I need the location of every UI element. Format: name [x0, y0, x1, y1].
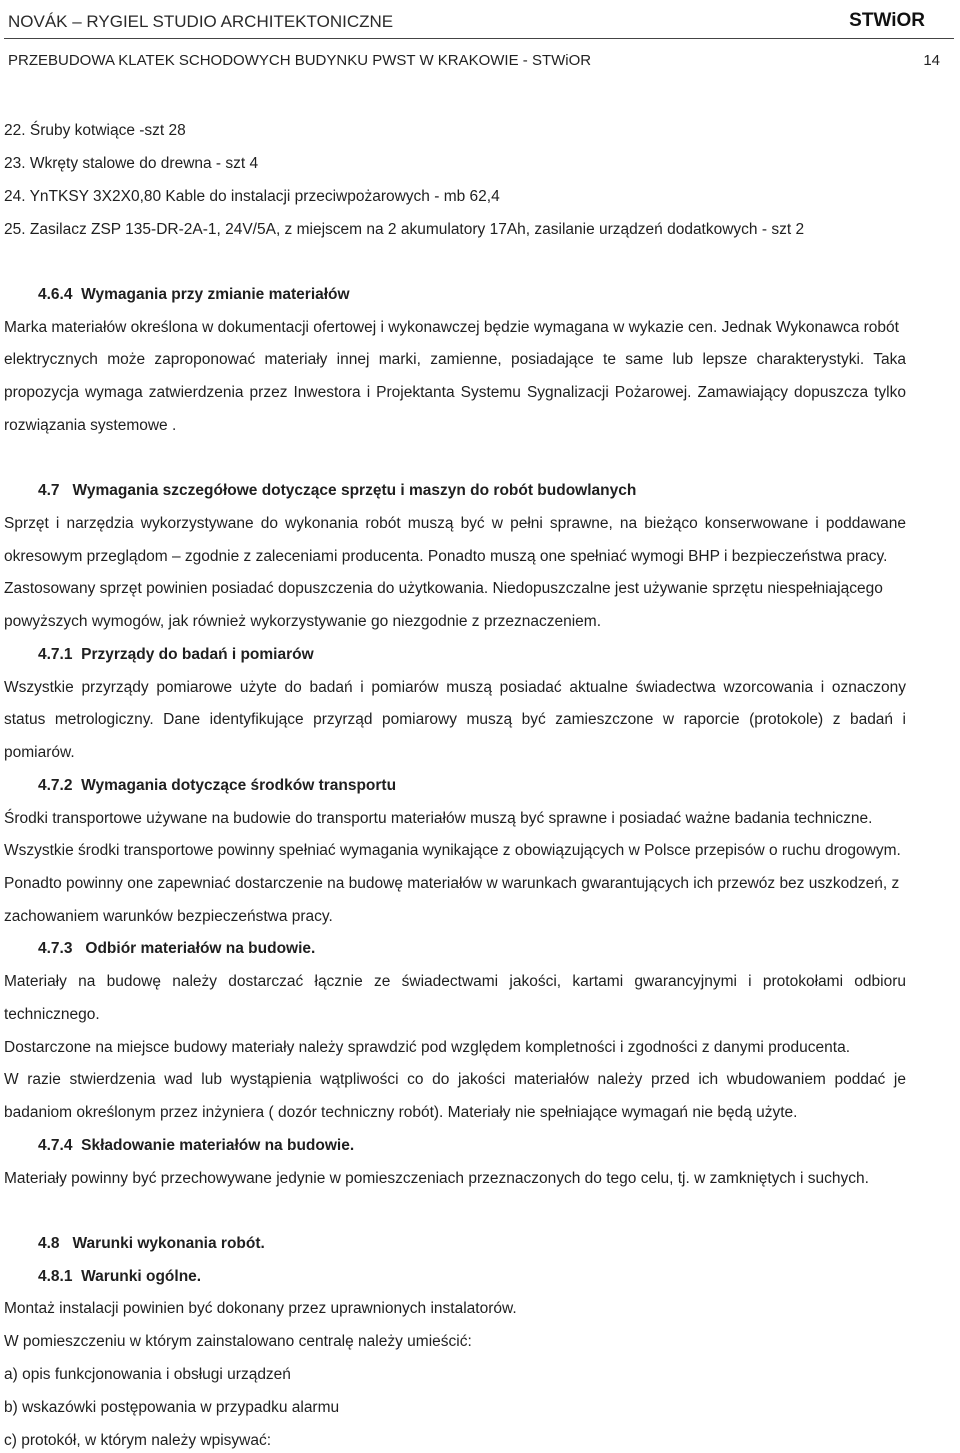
section-number: 4.7: [38, 482, 60, 499]
paragraph-line: Materiały na budowę należy dostarczać łącznie ze świadectwami jakości, kartami gwarancyjnymi i protokołami odbioru: [4, 973, 906, 990]
paragraph-line: badaniom określonym przez inżyniera ( dozór techniczny robót). Materiały nie spełniające wymagań nie będą użyte.: [4, 1104, 798, 1121]
section-heading-4-6-4: [38, 286, 350, 304]
paragraph-line: pomiarów.: [4, 744, 75, 761]
section-heading-4-8: [38, 1235, 265, 1253]
brand-mark: STWiOR: [849, 10, 925, 31]
section-number: 4.7.3: [38, 940, 73, 957]
paragraph-line: Montaż instalacji powinien być dokonany przez uprawnionych instalatorów.: [4, 1300, 517, 1317]
section-number: 4.8: [38, 1235, 60, 1252]
paragraph-line: W pomieszczeniu w którym zainstalowano centralę należy umieścić:: [4, 1333, 472, 1350]
section-heading-4-8-1: [38, 1268, 201, 1286]
paragraph-line: Wszystkie przyrządy pomiarowe użyte do badań i pomiarów muszą posiadać aktualne świadectwa wzorcowania i oznaczony: [4, 679, 906, 696]
page-number: 14: [923, 52, 940, 69]
paragraph-line: Środki transportowe używane na budowie do transportu materiałów muszą być sprawne i posiadać ważne badania techniczne.: [4, 810, 873, 827]
section-number: 4.6.4: [38, 286, 73, 303]
paragraph-line: Materiały powinny być przechowywane jedynie w pomieszczeniach przeznaczonych do tego celu, tj. w zamkniętych i suchych.: [4, 1170, 869, 1187]
list-item: 23. Wkręty stalowe do drewna - szt 4: [4, 155, 259, 172]
section-number: 4.7.2: [38, 777, 73, 794]
paragraph-line: Wszystkie środki transportowe powinny spełniać wymagania wynikające z obowiązujących w Polsce przepisów o ruchu drogowym.: [4, 842, 901, 859]
paragraph-line: status metrologiczny. Dane identyfikujące przyrząd pomiarowy muszą być zamieszczone w raporcie (protokole) z badań i: [4, 711, 906, 728]
studio-name: NOVÁK – RYGIEL STUDIO ARCHITEKTONICZNE: [8, 12, 394, 31]
section-heading-4-7-3: [38, 940, 315, 958]
section-title: Wymagania przy zmianie materiałów: [81, 286, 350, 303]
paragraph-line: elektrycznych może zaproponować materiały innej marki, zamienne, posiadające te same lub lepsze charakterystyki. Taka: [4, 351, 906, 368]
paragraph-line: technicznego.: [4, 1006, 100, 1023]
paragraph-line: rozwiązania systemowe .: [4, 417, 177, 434]
list-item: 22. Śruby kotwiące -szt 28: [4, 122, 186, 139]
paragraph-line: Zastosowany sprzęt powinien posiadać dopuszczenia do użytkowania. Niedopuszczalne jest używanie sprzętu niespełniającego: [4, 580, 883, 597]
paragraph-line: Marka materiałów określona w dokumentacji ofertowej i wykonawczej będzie wymagana w wykazie cen. Jednak Wykonawca robót: [4, 319, 899, 336]
paragraph-line: W razie stwierdzenia wad lub wystąpienia wątpliwości co do jakości materiałów należy przed ich wbudowaniem poddać je: [4, 1071, 906, 1088]
section-title: Składowanie materiałów na budowie.: [81, 1137, 355, 1154]
section-heading-4-7-1: [38, 646, 314, 664]
paragraph-line: Dostarczone na miejsce budowy materiały należy sprawdzić pod względem kompletności i zgodności z danymi producenta.: [4, 1039, 851, 1056]
section-number: 4.8.1: [38, 1268, 73, 1285]
section-title: Odbiór materiałów na budowie.: [85, 940, 316, 957]
paragraph-line: c) protokół, w którym należy wpisywać:: [4, 1432, 272, 1449]
paragraph-line: propozycja wymaga zatwierdzenia przez Inwestora i Projektanta Systemu Sygnalizacji Pożarowej. Zamawiający dopuszcza tylko: [4, 384, 906, 401]
section-heading-4-7-2: [38, 777, 396, 795]
paragraph-line: Ponadto powinny one zapewniać dostarczenie na budowę materiałów w warunkach gwarantujących ich przewóz bez uszkodzeń, z: [4, 875, 900, 892]
list-item: 25. Zasilacz ZSP 135-DR-2A-1, 24V/5A, z miejscem na 2 akumulatory 17Ah, zasilanie urządzeń dodatkowych - szt 2: [4, 221, 805, 238]
paragraph-line: zachowaniem warunków bezpieczeństwa pracy.: [4, 908, 333, 925]
section-title: Wymagania dotyczące środków transportu: [81, 777, 397, 794]
section-title: Wymagania szczegółowe dotyczące sprzętu i maszyn do robót budowlanych: [72, 482, 637, 499]
paragraph-line: Sprzęt i narzędzia wykorzystywane do wykonania robót muszą być w pełni sprawne, na bieżąco konserwowane i poddawane: [4, 515, 906, 532]
section-title: Warunki wykonania robót.: [72, 1235, 265, 1252]
page-header: [8, 10, 953, 32]
section-title: Przyrządy do badań i pomiarów: [81, 646, 314, 663]
paragraph-line: okresowym przeglądom – zgodnie z zaleceniami producenta. Ponadto muszą one spełniać wymogi BHP i bezpieczeństwa pracy.: [4, 548, 888, 565]
subtitle-text: PRZEBUDOWA KLATEK SCHODOWYCH BUDYNKU PWST W KRAKOWIE - STWiOR: [8, 52, 592, 69]
section-number: 4.7.1: [38, 646, 73, 663]
list-item: 24. YnTKSY 3X2X0,80 Kable do instalacji przeciwpożarowych - mb 62,4: [4, 188, 500, 205]
paragraph-line: powyższych wymogów, jak również wykorzystywanie go niezgodnie z przeznaczeniem.: [4, 613, 602, 630]
document-subtitle: [8, 52, 940, 72]
paragraph-line: b) wskazówki postępowania w przypadku alarmu: [4, 1399, 340, 1416]
paragraph-line: a) opis funkcjonowania i obsługi urządzeń: [4, 1366, 291, 1383]
section-heading-4-7-4: [38, 1137, 354, 1155]
header-divider: [4, 38, 954, 39]
section-heading-4-7: [38, 482, 636, 500]
section-number: 4.7.4: [38, 1137, 73, 1154]
section-title: Warunki ogólne.: [81, 1268, 202, 1285]
